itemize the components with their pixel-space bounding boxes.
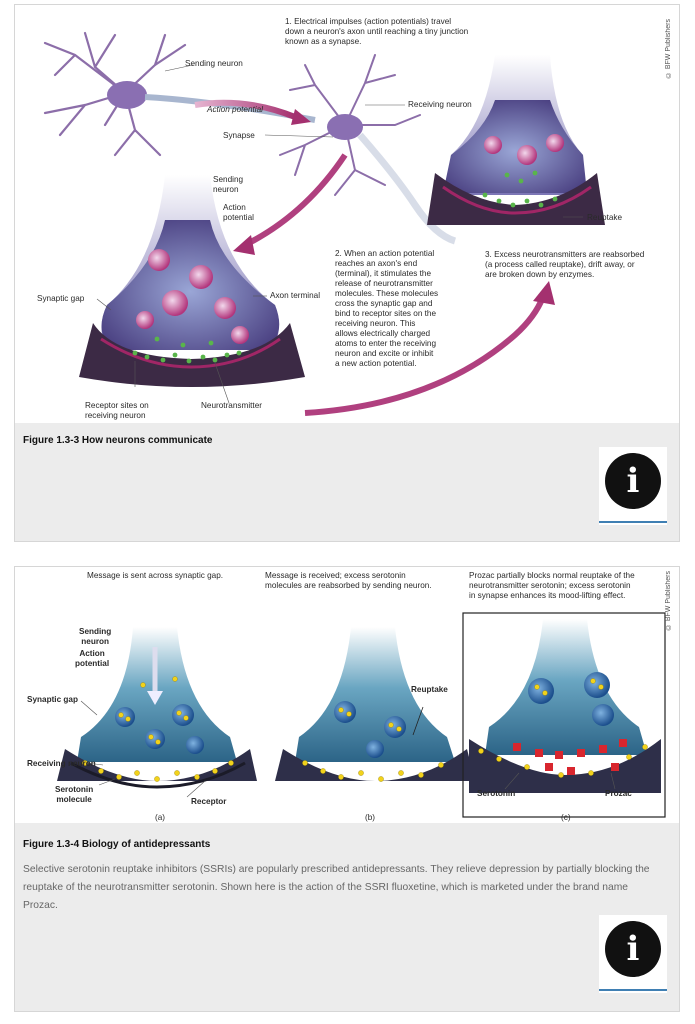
label-sending-neuron-top: Sending neuron <box>185 59 243 68</box>
info-icon: i <box>605 453 661 509</box>
credit-text-2: © BFW Publishers <box>665 571 672 631</box>
label-reuptake: Reuptake <box>587 213 623 222</box>
label-neurotransmitter: Neurotransmitter <box>201 401 262 410</box>
header-panel-a: Message is sent across synaptic gap. <box>87 571 224 580</box>
panel-letter-a: (a) <box>155 813 166 822</box>
panel-b-terminal <box>275 627 475 781</box>
figure-description: Selective serotonin reuptake inhibitors (SSRIs) are popularly prescribed antidepressants. They relieve depression by partially blocking the reuptake of the neurotransmitter serotonin. Shown here is the action of the SSRI fluoxetine, which is marketed under the brand name Prozac. <box>23 864 650 911</box>
label-reuptake-2: Reuptake <box>411 685 448 694</box>
label-action-potential-top: Action potential <box>207 105 263 114</box>
info-underline <box>599 989 667 991</box>
label-serotonin-molecule: Serotonin molecule <box>55 785 94 804</box>
label-action-potential-2: Action potential <box>75 649 110 668</box>
label-receptor: Receptor <box>191 797 227 806</box>
figure-card-neurons <box>14 4 680 542</box>
panel-letter-c: (c) <box>561 813 571 822</box>
figure-card-antidepressants <box>14 566 680 1012</box>
label-axon-terminal: Axon terminal <box>270 291 321 300</box>
panel-letter-b: (b) <box>365 813 376 822</box>
figure-antidepressants <box>15 567 679 823</box>
label-prozac: Prozac <box>605 789 632 798</box>
label-sending-neuron: Sending neuron <box>213 175 244 194</box>
label-synapse: Synapse <box>223 131 255 140</box>
label-sending-neuron-2: Sending neuron <box>79 627 112 646</box>
header-panel-c: Prozac partially blocks normal reuptake of the neurotransmitter serotonin; excess serotonin in synapse enhances its mood-lifting effect. <box>469 571 635 600</box>
info-button[interactable] <box>599 447 667 525</box>
info-icon: i <box>605 921 661 977</box>
figure-caption: Figure 1.3-3 How neurons communicate <box>23 435 213 446</box>
panel-c-terminal <box>469 619 661 793</box>
label-serotonin: Serotonin <box>477 789 516 798</box>
label-receiving-neuron-2: Receiving neuron <box>27 759 96 768</box>
header-panel-b: Message is received; excess serotonin molecules are reabsorbed by sending neuron. <box>265 571 432 590</box>
antidepressant-illustration <box>15 567 679 823</box>
label-receptor-sites: Receptor sites on receiving neuron <box>85 401 149 420</box>
step2-text: 2. When an action potential reaches an axon's end (terminal), it stimulates the release of neurotransmitter molecules. These molecules cross the synaptic gap and bind to receptor sites on the receiving neuron. This allows electrically charged atoms to enter the receiving neuron and excite or inhibit a new action potential. <box>335 249 439 368</box>
figure-neurons-communicate <box>15 5 679 423</box>
label-receiving-neuron: Receiving neuron <box>408 100 472 109</box>
figure-caption-2: Figure 1.3-4 Biology of antidepressants <box>23 839 211 850</box>
label-synaptic-gap-2: Synaptic gap <box>27 695 78 704</box>
info-underline <box>599 521 667 523</box>
label-synaptic-gap: Synaptic gap <box>37 294 85 303</box>
label-action-potential: Action potential <box>223 203 254 222</box>
step3-text: 3. Excess neurotransmitters are reabsorbed (a process called reuptake), drift away, or are broken down by enzymes. <box>485 250 645 279</box>
step1-text: 1. Electrical impulses (action potentials) travel down a neuron's axon until reaching a tiny junction known as a synapse. <box>285 17 469 46</box>
info-button-2[interactable] <box>599 915 667 993</box>
credit-text: © BFW Publishers <box>665 19 672 79</box>
